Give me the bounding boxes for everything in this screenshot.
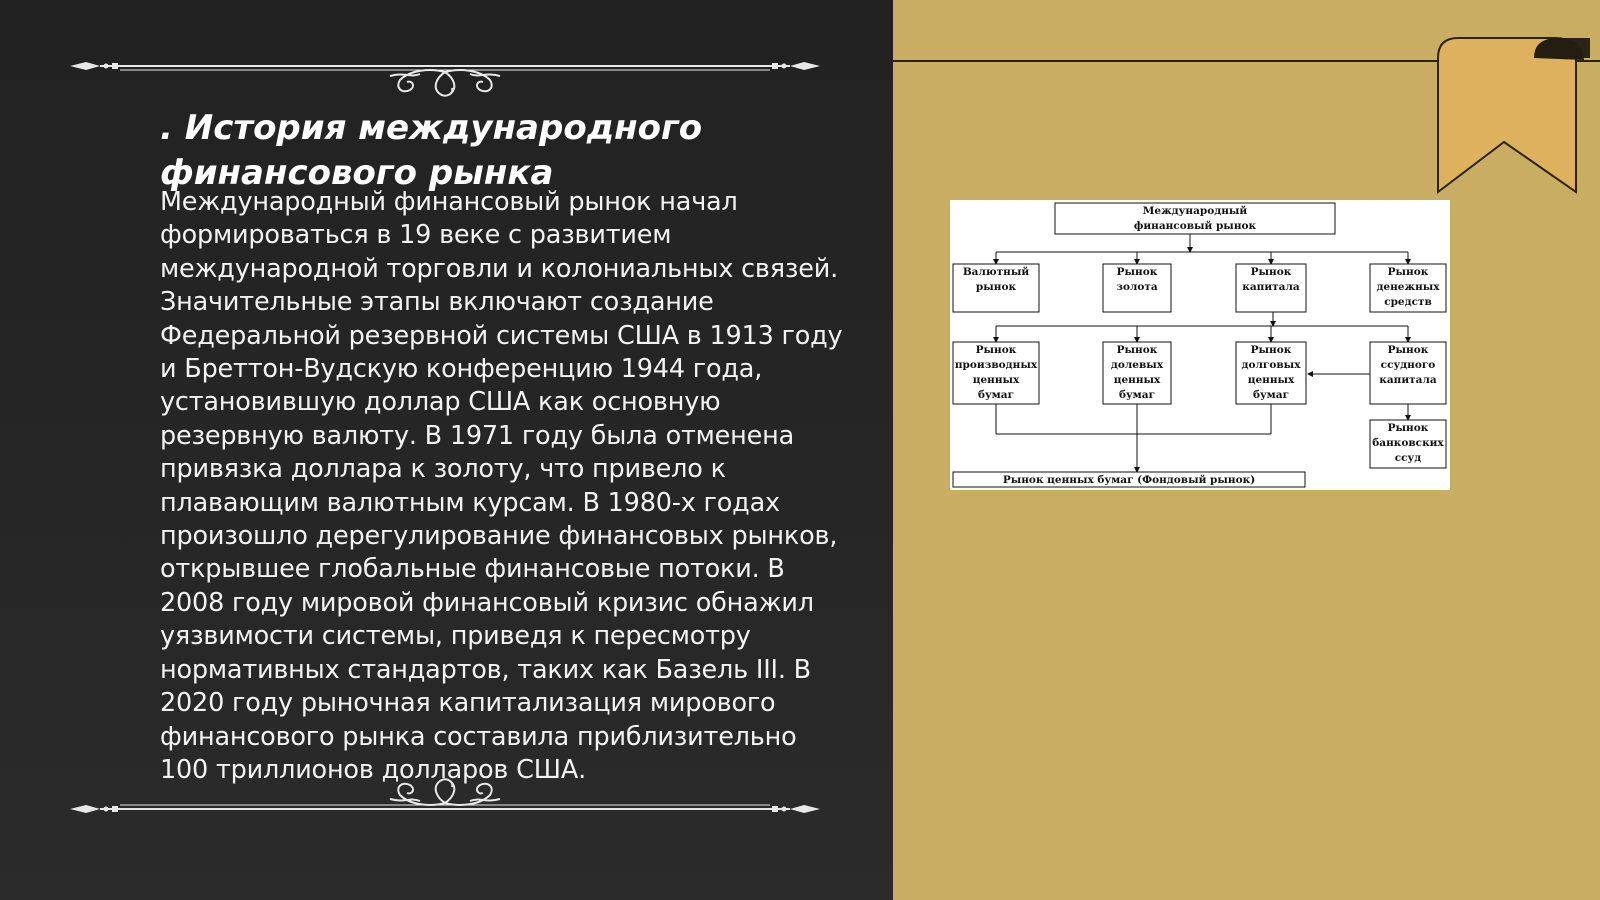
level1-node-1-label: Рынок bbox=[1116, 266, 1158, 278]
level2-node-1-label: бумаг bbox=[1118, 389, 1156, 401]
bank-loans-node-label: банковских bbox=[1372, 437, 1444, 449]
bank-loans-node-label: Рынок bbox=[1387, 422, 1429, 434]
market-structure-diagram bbox=[950, 200, 1450, 490]
level1-node-2-label: капитала bbox=[1242, 281, 1300, 293]
level1-node-3-label: Рынок bbox=[1387, 266, 1429, 278]
slide-title: . История международного финансового рынка bbox=[160, 108, 703, 193]
diagram-canvas bbox=[950, 200, 1450, 490]
level1-node-0-label: рынок bbox=[975, 281, 1017, 293]
level2-node-1-label: долевых bbox=[1110, 359, 1164, 371]
level2-node-0-label: ценных bbox=[972, 374, 1020, 386]
level2-node-1-label: ценных bbox=[1113, 374, 1161, 386]
level2-node-1-label: Рынок bbox=[1116, 344, 1158, 356]
flourish-divider-icon bbox=[60, 50, 830, 100]
level2-node-2-label: долговых bbox=[1241, 359, 1301, 371]
stock-market-label: Рынок ценных бумаг (Фондовый рынок) bbox=[1002, 474, 1256, 486]
slide-body-text: Международный финансовый рынок начал формироваться в 19 веке с развитием международной торговли и колониальных связей. Значительные этапы включают создание Федеральной резервной системы США в 1913 году и Бреттон-Вудскую конференцию 1944 года, установившую доллар США как основную резервную валюту. В 1971 году была отменена привязка доллара к золоту, что привело к плавающим валютным курсам. В 1980-х годах произошло дерегулирование финансовых рынков, открывшее глобальные финансовые потоки. В 2008 году мировой финансовый кризис обнажил уязвимости системы, приведя к пересмотру нормативных стандартов, таких как Базель III. В 2020 году рыночная капитализация мирового финансового рынка составила приблизительно 100 триллионов долларов США. bbox=[160, 187, 843, 785]
level1-node-1-label: золота bbox=[1116, 281, 1158, 293]
bookmark-ribbon-icon bbox=[1436, 36, 1596, 206]
level2-node-2-label: Рынок bbox=[1250, 344, 1292, 356]
level2-node-3-label: капитала bbox=[1379, 374, 1437, 386]
level1-node-3-label: денежных bbox=[1376, 281, 1440, 293]
level1-node-3-label: средств bbox=[1384, 296, 1432, 308]
level2-node-0-label: бумаг bbox=[977, 389, 1015, 401]
level2-node-3-label: ссудного bbox=[1380, 359, 1436, 371]
level2-node-2-label: бумаг bbox=[1252, 389, 1290, 401]
level1-node-0-label: Валютный bbox=[962, 266, 1030, 278]
level2-node-0-label: производных bbox=[954, 359, 1038, 371]
level1-node-2-label: Рынок bbox=[1250, 266, 1292, 278]
bank-loans-node-label: ссуд bbox=[1394, 452, 1422, 464]
root-node-label: Международный bbox=[1142, 205, 1248, 217]
root-node-label: финансовый рынок bbox=[1133, 220, 1257, 232]
level2-node-3-label: Рынок bbox=[1387, 344, 1429, 356]
level2-node-0-label: Рынок bbox=[975, 344, 1017, 356]
level2-node-2-label: ценных bbox=[1247, 374, 1295, 386]
